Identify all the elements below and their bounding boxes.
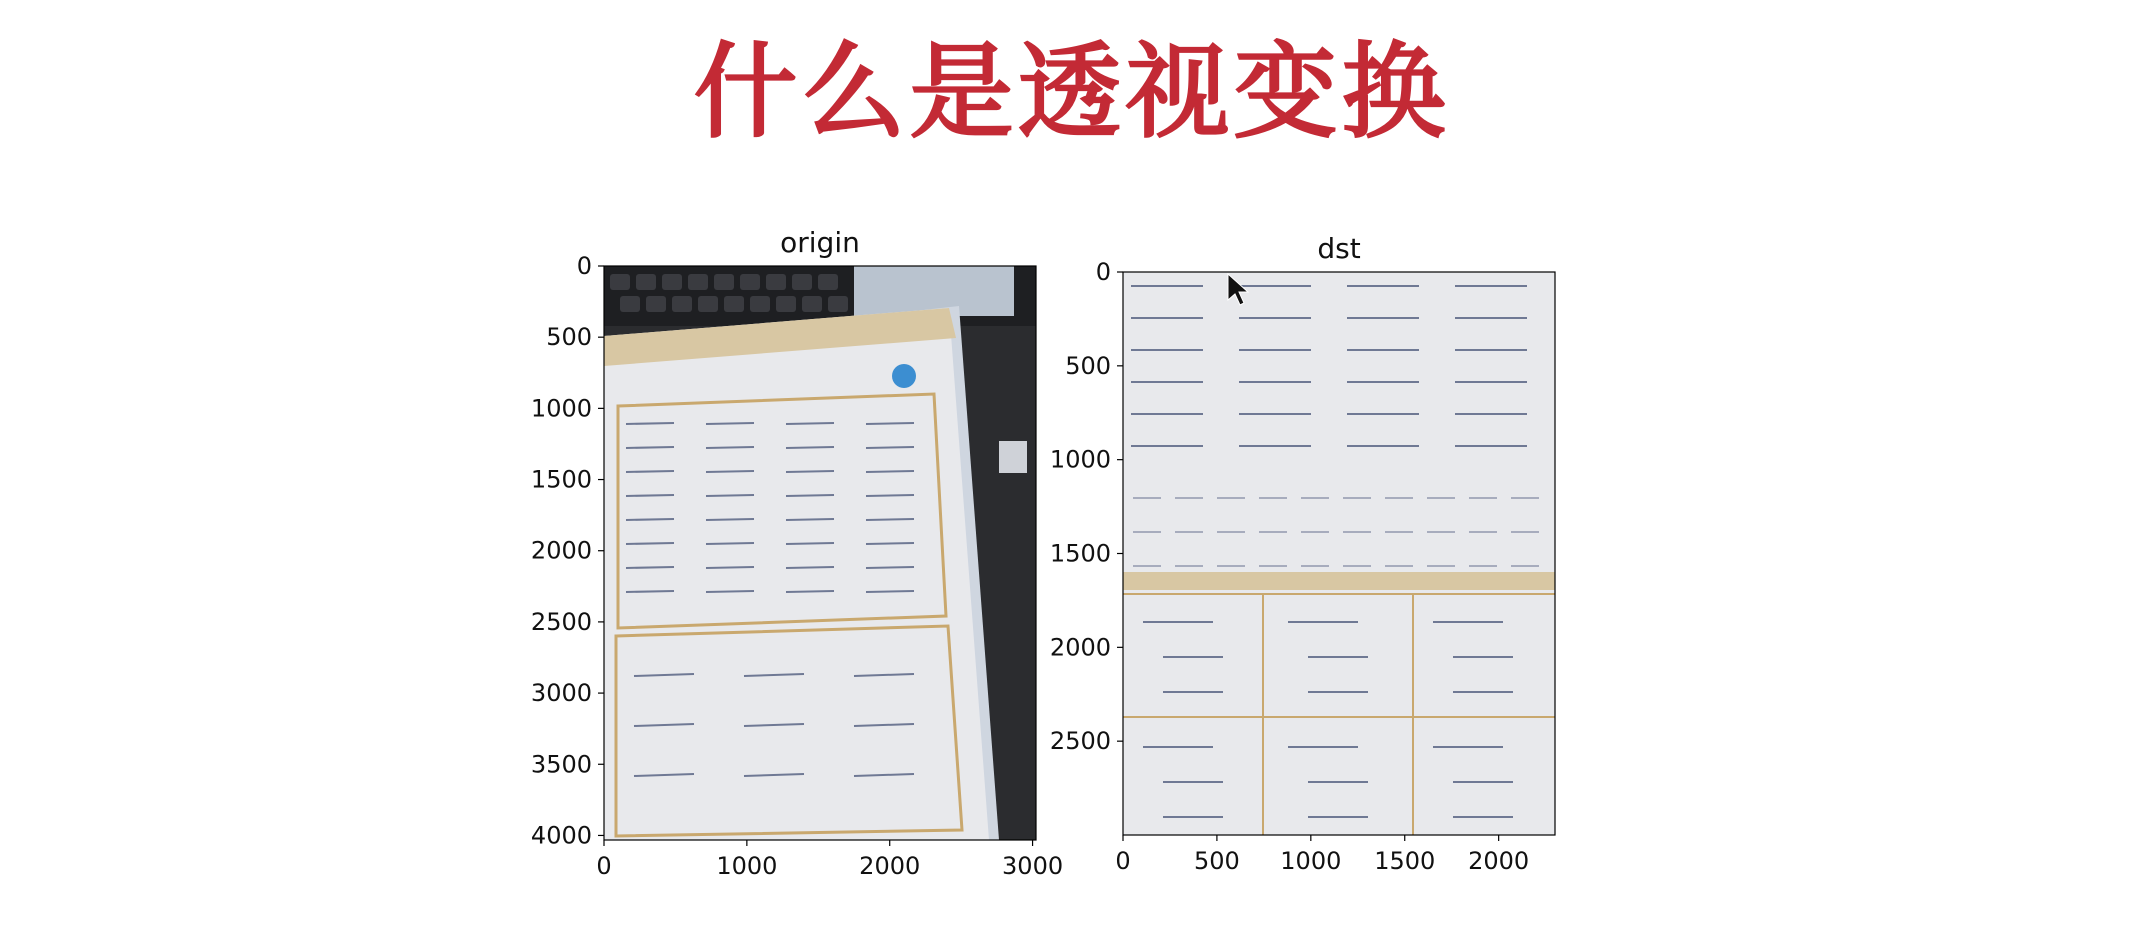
key	[792, 274, 812, 290]
y-tick-label: 2000	[530, 536, 592, 565]
key	[766, 274, 786, 290]
handwriting	[706, 519, 754, 520]
screen	[854, 266, 1014, 316]
page-title: 什么是透视变换	[693, 31, 1450, 153]
handwriting	[626, 567, 674, 568]
handwriting	[626, 423, 674, 424]
handwriting	[866, 495, 914, 496]
key	[776, 296, 796, 312]
handwriting	[706, 495, 754, 496]
y-tick-label: 1000	[1049, 445, 1111, 474]
x-tick-label: 1000	[716, 852, 778, 880]
y-tick-label: 1000	[530, 394, 592, 423]
axes-title-dst: dst	[1317, 232, 1361, 265]
handwriting	[866, 591, 914, 592]
handwriting	[786, 591, 834, 592]
key	[672, 296, 692, 312]
key	[662, 274, 682, 290]
handwriting	[706, 567, 754, 568]
handwriting	[786, 495, 834, 496]
y-tick-label: 1500	[530, 465, 592, 494]
handwriting	[866, 567, 914, 568]
image-origin	[604, 266, 1036, 840]
handwriting	[626, 519, 674, 520]
handwriting	[706, 591, 754, 592]
key	[646, 296, 666, 312]
handwriting	[626, 495, 674, 496]
key	[620, 296, 640, 312]
key	[610, 274, 630, 290]
handwriting	[626, 591, 674, 592]
worksheet	[1123, 272, 1555, 835]
y-tick-label: 3000	[530, 679, 592, 708]
handwriting	[866, 423, 914, 424]
y-tick-label: 500	[546, 323, 592, 352]
x-tick-label: 1500	[1374, 847, 1436, 875]
handwriting	[706, 423, 754, 424]
x-tick-label: 2000	[859, 852, 921, 880]
handwriting	[706, 447, 754, 448]
x-tick-label: 2000	[1468, 847, 1530, 875]
y-tick-label: 0	[1095, 258, 1111, 286]
handwriting	[706, 543, 754, 544]
y-tick-label: 1500	[1049, 539, 1111, 568]
key	[688, 274, 708, 290]
y-tick-label: 500	[1065, 351, 1111, 380]
handwriting	[786, 543, 834, 544]
section-band	[1123, 572, 1555, 590]
key	[636, 274, 656, 290]
handwriting	[786, 423, 834, 424]
x-tick-label: 0	[1115, 847, 1131, 875]
handwriting	[786, 519, 834, 520]
handwriting	[786, 471, 834, 472]
image-dst	[1123, 272, 1555, 835]
handwriting	[866, 447, 914, 448]
axes-dst	[1050, 232, 1555, 875]
handwriting	[626, 447, 674, 448]
y-tick-label: 2500	[1049, 727, 1111, 756]
handwriting	[626, 543, 674, 544]
handwriting	[866, 543, 914, 544]
key	[818, 274, 838, 290]
x-tick-label: 0	[596, 852, 612, 880]
y-tick-label: 2000	[1049, 633, 1111, 662]
handwriting	[786, 567, 834, 568]
sticker	[892, 364, 916, 388]
worksheet	[604, 308, 989, 840]
key	[740, 274, 760, 290]
handwriting	[626, 471, 674, 472]
y-tick-label: 2500	[530, 607, 592, 636]
key	[802, 296, 822, 312]
key	[828, 296, 848, 312]
handwriting	[786, 447, 834, 448]
axes-title-origin: origin	[780, 226, 860, 259]
y-tick-label: 3500	[530, 750, 592, 779]
y-tick-label: 4000	[530, 821, 592, 850]
axes-origin	[531, 226, 1063, 880]
handwriting	[866, 471, 914, 472]
x-tick-label: 1000	[1280, 847, 1342, 875]
y-tick-label: 0	[576, 252, 592, 280]
handwriting	[866, 519, 914, 520]
x-tick-label: 500	[1194, 847, 1240, 875]
x-tick-label: 3000	[1002, 852, 1064, 880]
key	[724, 296, 744, 312]
key	[698, 296, 718, 312]
key	[714, 274, 734, 290]
key	[750, 296, 770, 312]
handwriting	[706, 471, 754, 472]
sticker-logo	[999, 441, 1027, 473]
